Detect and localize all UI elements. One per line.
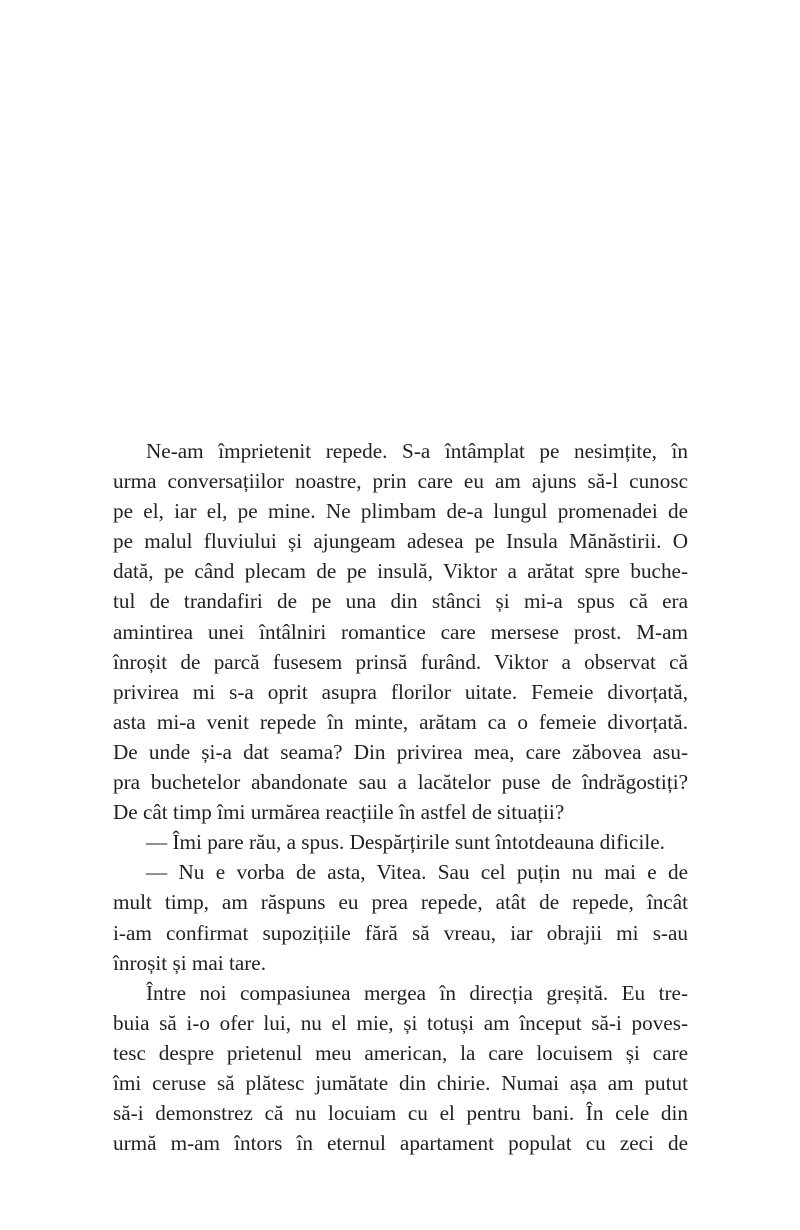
- text-line: De unde și-a dat seama? Din privirea mea, care zăbovea asu-: [113, 739, 688, 764]
- text-line: De cât timp îmi urmărea reacțiile în astfel de situații?: [113, 800, 565, 825]
- text-line: privirea mi s-a oprit asupra florilor uitate. Femeie divorțată,: [113, 679, 688, 704]
- body-text: [113, 436, 688, 1158]
- text-line: înroșit de parcă fusesem prinsă furând. Viktor a observat că: [113, 649, 688, 674]
- text-line: pra buchetelor abandonate sau a lacătelor puse de îndrăgostiți?: [113, 770, 688, 795]
- text-line: pe el, iar el, pe mine. Ne plimbam de-a lungul promenadei de: [113, 499, 688, 524]
- text-line: — Îmi pare rău, a spus. Despărțirile sunt întotdeauna dificile.: [146, 830, 665, 855]
- text-line: înroșit și mai tare.: [113, 950, 266, 975]
- text-line: mult timp, am răspuns eu prea repede, atât de repede, încât: [113, 890, 688, 915]
- text-line: tul de trandafiri de pe una din stânci și mi-a spus că era: [113, 589, 688, 614]
- text-line: — Nu e vorba de asta, Vitea. Sau cel puțin nu mai e de: [146, 860, 688, 885]
- text-line: urmă m-am întors în eternul apartament populat cu zeci de: [113, 1131, 688, 1156]
- text-line: dată, pe când plecam de pe insulă, Viktor a arătat spre buche-: [113, 559, 688, 584]
- text-line: pe malul fluviului și ajungeam adesea pe Insula Mănăstirii. O: [113, 529, 688, 554]
- text-line: tesc despre prietenul meu american, la care locuisem și care: [113, 1040, 688, 1065]
- text-line: buia să i-o ofer lui, nu el mie, și totuși am început să-i poves-: [113, 1010, 688, 1035]
- text-line: asta mi-a venit repede în minte, arătam ca o femeie divorțată.: [113, 709, 688, 734]
- text-line: i-am confirmat supozițiile fără să vreau, iar obrajii mi s-au: [113, 920, 688, 945]
- text-line: urma conversațiilor noastre, prin care eu am ajuns să-l cunosc: [113, 469, 688, 494]
- text-line: Între noi compasiunea mergea în direcția greșită. Eu tre-: [146, 980, 688, 1005]
- text-line: îmi ceruse să plătesc jumătate din chirie. Numai așa am putut: [113, 1070, 688, 1095]
- text-line: amintirea unei întâlniri romantice care mersese prost. M-am: [113, 619, 688, 644]
- text-line: Ne-am împrietenit repede. S-a întâmplat pe nesimțite, în: [146, 439, 688, 463]
- text-line: să-i demonstrez că nu locuiam cu el pentru bani. În cele din: [113, 1101, 688, 1126]
